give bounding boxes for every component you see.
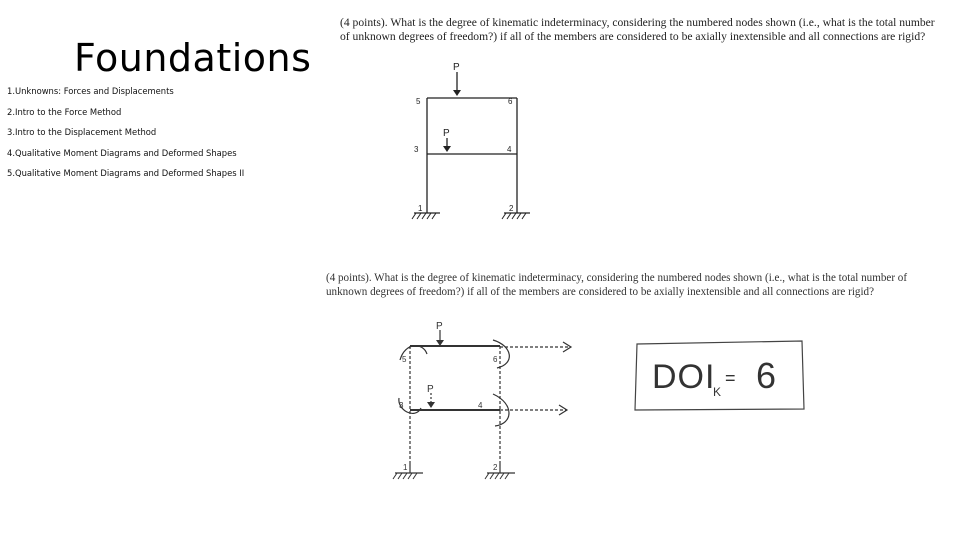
topic-item: 3.Intro to the Displacement Method (7, 127, 157, 138)
node-label: 2 (509, 204, 514, 213)
node-label: 5 (416, 97, 421, 106)
node-label: 2 (493, 463, 498, 472)
frame-diagram-annotated (375, 318, 590, 488)
load-label: P (443, 128, 450, 139)
node-label: 4 (478, 401, 483, 410)
node-label: 3 (399, 401, 404, 410)
answer-equals: = (725, 368, 736, 388)
frame-diagram-top (390, 58, 550, 238)
topic-item: 1.Unknowns: Forces and Displacements (7, 86, 174, 96)
answer-value: 6 (756, 355, 777, 396)
node-label: 1 (418, 204, 423, 213)
slide-title: Foundations (74, 36, 312, 80)
node-label: 5 (402, 355, 407, 364)
node-label: 4 (507, 145, 512, 154)
node-label: 6 (493, 355, 498, 364)
answer-box (630, 336, 810, 414)
load-label: P (427, 384, 434, 395)
load-label: P (436, 321, 443, 332)
load-label: P (453, 62, 460, 73)
topic-item: 4.Qualitative Moment Diagrams and Deformed Shapes (7, 147, 237, 158)
topic-item: 2.Intro to the Force Method (7, 106, 122, 117)
topic-list (7, 84, 244, 187)
node-label: 3 (414, 145, 419, 154)
node-label: 1 (403, 463, 408, 472)
node-label: 6 (508, 97, 513, 106)
problem-bottom-prompt: (4 points). What is the degree of kinematic indeterminacy, considering the numbered nodes shown (i.e., what is the total number of unknown degrees of freedom?) if all of the members are considered to be axially inextensible and all connections are rigid? (326, 272, 908, 298)
problem-top-prompt: (4 points). What is the degree of kinematic indeterminacy, considering the numbered nodes shown (i.e., what is the total number of unknown degrees of freedom?) if all of the members are considered to be axially inextensible and all connections are rigid? (340, 16, 935, 43)
topic-item: 5.Qualitative Moment Diagrams and Deformed Shapes II (7, 168, 245, 179)
answer-subscript: K (713, 385, 722, 399)
answer-lhs: DOI (652, 358, 716, 396)
